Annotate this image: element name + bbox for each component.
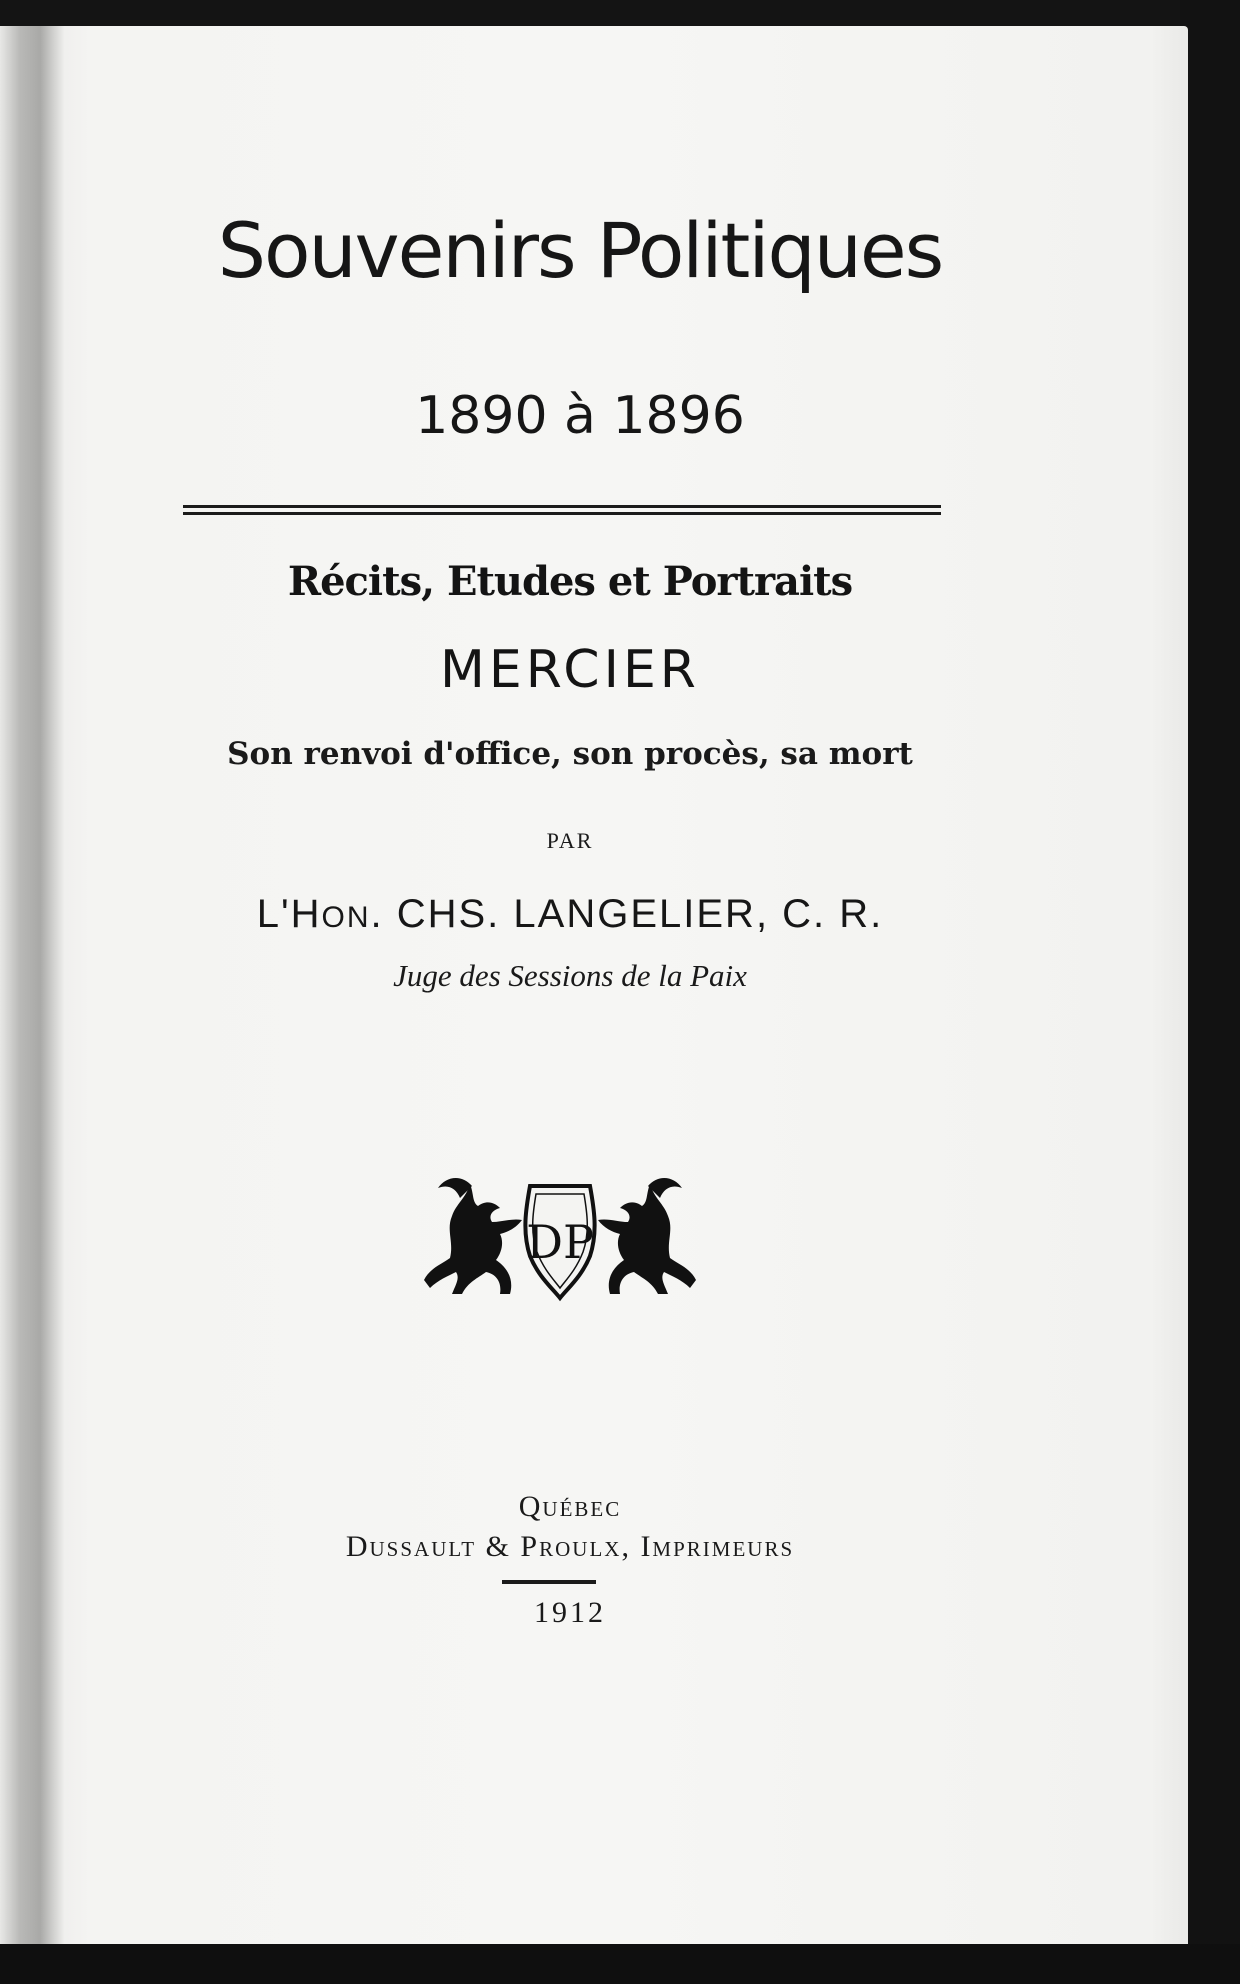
book-subtitle: Récits, Etudes et Portraits [287, 558, 853, 605]
publication-city: Québec [518, 1490, 622, 1523]
emblem-monogram: DP [526, 1215, 594, 1269]
griffin-shield-printer-emblem-icon [416, 1172, 704, 1308]
by-label: PAR [546, 828, 594, 853]
subject-description: Son renvoi d'office, son procès, sa mort [227, 736, 913, 772]
title-page [0, 26, 1188, 1944]
double-rule-divider [183, 505, 941, 515]
book-subject: MERCIER [440, 640, 700, 700]
author-rest: . CHS. LANGELIER, C. R. [370, 892, 884, 936]
scan-frame-bottom [0, 1944, 1240, 1984]
publication-year: 1912 [534, 1596, 606, 1629]
author-name [10, 892, 1130, 937]
author-prefix-smallcaps: ON [321, 901, 371, 934]
book-years: 1890 à 1896 [415, 386, 745, 446]
author-role: Juge des Sessions de la Paix [393, 958, 747, 993]
short-rule-divider [502, 1580, 596, 1584]
author-prefix: L'H [256, 892, 322, 936]
printer-name: Dussault & Proulx, Imprimeurs [345, 1530, 795, 1563]
scan-frame-top [0, 0, 1240, 26]
scan-frame-right [1180, 0, 1240, 1984]
book-title: Souvenirs Politiques [217, 206, 943, 295]
